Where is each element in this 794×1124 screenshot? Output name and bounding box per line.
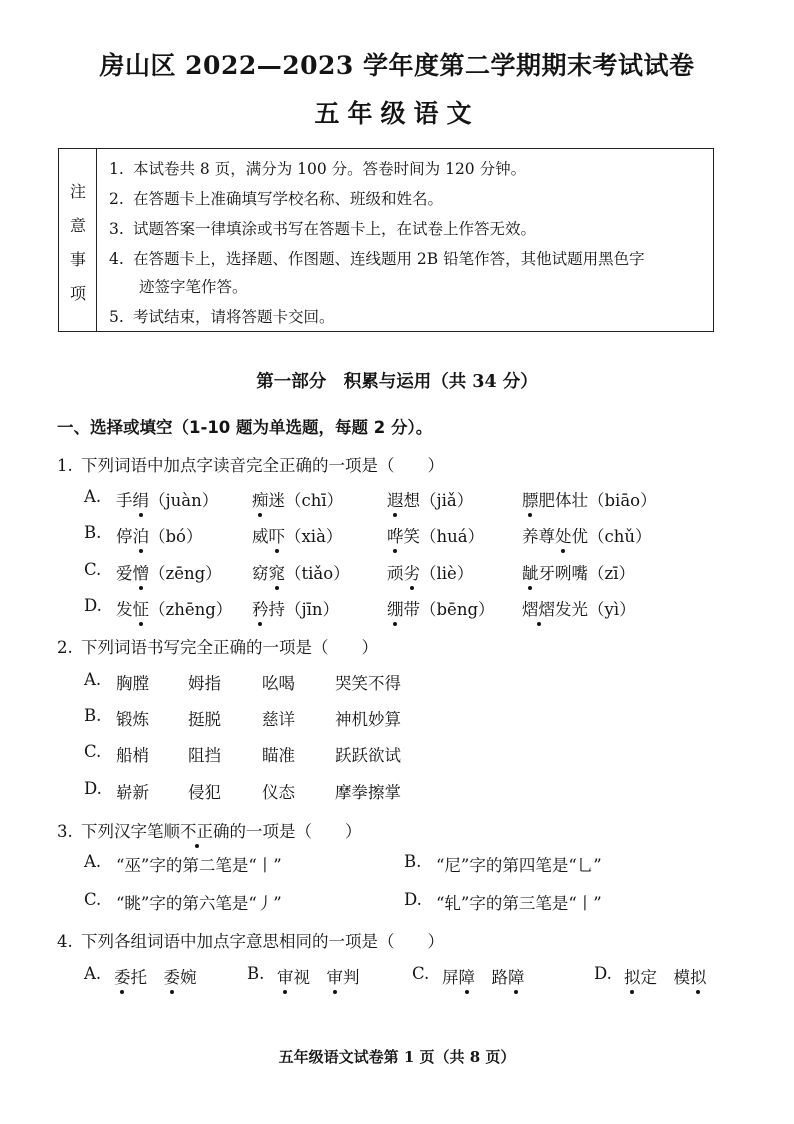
option-word: 阻挡 [188,746,221,765]
word-text: 定 [640,968,657,987]
option-word-pair [624,964,707,988]
option-word [116,560,222,584]
option-letter: C. [84,560,102,579]
word-text: （juàn） [149,491,219,510]
dotted-character: 审 [277,964,294,988]
dotted-character: 憎 [133,560,150,584]
word-text: 养尊 [522,527,555,546]
dotted-character: 遐 [387,487,404,511]
option-letter: D. [84,779,102,798]
question-stem: 下列汉字笔顺 [81,822,180,841]
option-word: 仪态 [262,783,295,802]
option-letter: B. [84,523,102,542]
question-stem: 下列各组词语中加点字意思相同的一项是（ ） [81,932,444,951]
option-word: 慈详 [262,710,295,729]
option-word: 跃跃欲试 [335,746,401,765]
option-word: 锻炼 [116,710,149,729]
option-word [522,523,652,547]
notice-item [109,217,536,239]
question-number: 3. [57,822,73,841]
notice-item-text: 考试结束，请将答题卡交回。 [133,308,335,326]
dotted-character: 处 [555,523,572,547]
option-word-pair [114,964,197,988]
notice-heading-char: 意 [69,216,86,235]
word-gap [657,968,674,987]
option-text: “尼”字的第四笔是“乚” [436,856,602,875]
question-1 [57,452,444,476]
option-word: 瞄准 [262,746,295,765]
word-text: 屏 [442,968,459,987]
word-text: 窈 [252,564,269,583]
word-text: 婉 [180,968,197,987]
option-word: 吆喝 [262,674,295,693]
dotted-character: 矜 [252,596,269,620]
question-stem: 下列词语中加点字读音完全正确的一项是（ ） [81,456,444,475]
notice-item-number: 2. [109,190,124,208]
dotted-character: 痴 [252,487,269,511]
dotted-character: 障 [508,964,525,988]
word-text: 停 [116,527,133,546]
page-footer: 五年级语文试卷第 1 页（共 8 页） [278,1048,516,1066]
question-3 [57,818,362,842]
word-text: （tiǎo） [285,564,350,583]
option-word-pair [442,964,525,988]
dotted-character: 委 [114,964,131,988]
word-text: （zēng） [149,564,222,583]
question-4 [57,928,444,952]
dotted-character: 拟 [624,964,641,988]
dotted-text: 不正 [180,818,213,842]
question-stem: 确的一项是（ ） [213,822,362,841]
word-text: 带（bēng） [403,600,495,619]
word-gap [475,968,492,987]
word-text: 路 [491,968,508,987]
section-title: 一、选择或填空（1-10 题为单选题，每题 2 分）。 [57,418,433,437]
option-word [116,523,203,547]
option-word: 船梢 [116,746,149,765]
notice-item-number: 5. [109,308,124,326]
option-word [387,523,484,547]
word-text: 模 [673,968,690,987]
option-letter: A. [84,852,102,871]
word-text: 顽 [387,564,404,583]
option-text: “轧”字的第三笔是“丨” [436,894,602,913]
word-text: 判 [343,968,360,987]
option-word [387,596,495,620]
option-word: 神机妙算 [335,710,401,729]
word-text: 优（chǔ） [571,527,652,546]
dotted-character: 审 [327,964,344,988]
notice-heading-char: 注 [69,182,86,201]
option-text: “巫”字的第二笔是“丨” [116,856,282,875]
word-text: （xià） [285,527,343,546]
word-text: 肥体壮（biāo） [538,491,657,510]
word-text: 视 [293,968,310,987]
option-word: 摩拳擦掌 [335,783,401,802]
dotted-character: 龇 [522,560,539,584]
option-letter: A. [84,487,102,506]
word-text: 牙咧嘴（zī） [538,564,635,583]
notice-item-continuation: 迹签字笔作答。 [139,278,248,296]
dotted-character: 吓 [269,523,286,547]
question-number: 1. [57,456,73,475]
notice-item-number: 3. [109,220,124,238]
notice-item-number: 4. [109,250,124,268]
question-2 [57,634,378,658]
dotted-character: 泊 [133,523,150,547]
word-text: （zhēng） [149,600,233,619]
question-number: 2. [57,638,73,657]
option-word [522,560,635,584]
exam-title: 房山区 2022—2023 学年度第二学期期末考试试卷 [99,51,695,80]
option-letter: B. [404,852,422,871]
notice-box [58,148,714,332]
notice-item-number: 1. [109,160,124,178]
notice-item [109,305,335,327]
option-word [387,487,473,511]
word-text: 爱 [116,564,133,583]
option-word [252,487,343,511]
option-word: 崭新 [116,783,149,802]
word-text: 想（jiǎ） [403,491,474,510]
exam-subtitle: 五年级语文 [314,99,480,128]
notice-item [109,157,526,179]
notice-item-text: 在答题卡上，选择题、作图题、连线题用 2B 铅笔作答，其他试题用黑色字 [133,250,645,268]
word-gap [147,968,164,987]
option-letter: D. [84,596,102,615]
question-number: 4. [57,932,73,951]
option-word [252,596,339,620]
dotted-character: 委 [164,964,181,988]
option-word: 胸膛 [116,674,149,693]
option-word-pair [277,964,360,988]
option-word: 侵犯 [188,783,221,802]
dotted-character: 拟 [690,964,707,988]
option-word [252,560,350,584]
option-letter: D. [594,964,612,983]
option-letter: A. [84,670,102,689]
option-letter: C. [412,964,430,983]
option-word [522,596,636,620]
word-text: （liè） [420,564,474,583]
notice-item [109,187,443,209]
dotted-character: 窕 [269,560,286,584]
notice-heading [59,149,97,331]
option-word [522,487,657,511]
option-text: “眺”字的第六笔是“丿” [116,894,282,913]
dotted-character: 绷 [387,596,404,620]
notice-item [109,247,645,269]
option-word: 姆指 [188,674,221,693]
question-stem: 下列词语书写完全正确的一项是（ ） [81,638,378,657]
word-text: 迷（chī） [268,491,344,510]
part-title: 第一部分 积累与运用（共 34 分） [256,372,538,392]
option-letter: B. [84,706,102,725]
option-letter: B. [247,964,265,983]
dotted-character: 绢 [133,487,150,511]
word-text: （bó） [149,527,203,546]
option-letter: D. [404,890,422,909]
word-text: 笑（huá） [403,527,485,546]
dotted-character: 劣 [404,560,421,584]
notice-heading-char: 项 [69,284,86,303]
dotted-character: 障 [459,964,476,988]
word-text: 托 [130,968,147,987]
option-word [116,596,232,620]
option-word [116,487,218,511]
option-letter: C. [84,890,102,909]
dotted-character: 怔 [133,596,150,620]
option-letter: C. [84,742,102,761]
notice-item-text: 本试卷共 8 页，满分为 100 分。答卷时间为 120 分钟。 [133,160,527,178]
notice-item-text: 在答题卡上准确填写学校名称、班级和姓名。 [133,190,444,208]
word-text: 持（jīn） [268,600,340,619]
word-text: 威 [252,527,269,546]
word-text: 发光（yì） [555,600,636,619]
dotted-character: 哗 [387,523,404,547]
word-gap [310,968,327,987]
dotted-character: 熠熠 [522,596,555,620]
option-word: 挺脱 [188,710,221,729]
option-word: 哭笑不得 [335,674,401,693]
option-word [252,523,342,547]
word-text: 手 [116,491,133,510]
notice-heading-char: 事 [69,250,86,269]
dotted-character: 膘 [522,487,539,511]
option-word [387,560,473,584]
notice-item-text: 试题答案一律填涂或书写在答题卡上，在试卷上作答无效。 [133,220,537,238]
option-letter: A. [84,964,102,983]
word-text: 发 [116,600,133,619]
